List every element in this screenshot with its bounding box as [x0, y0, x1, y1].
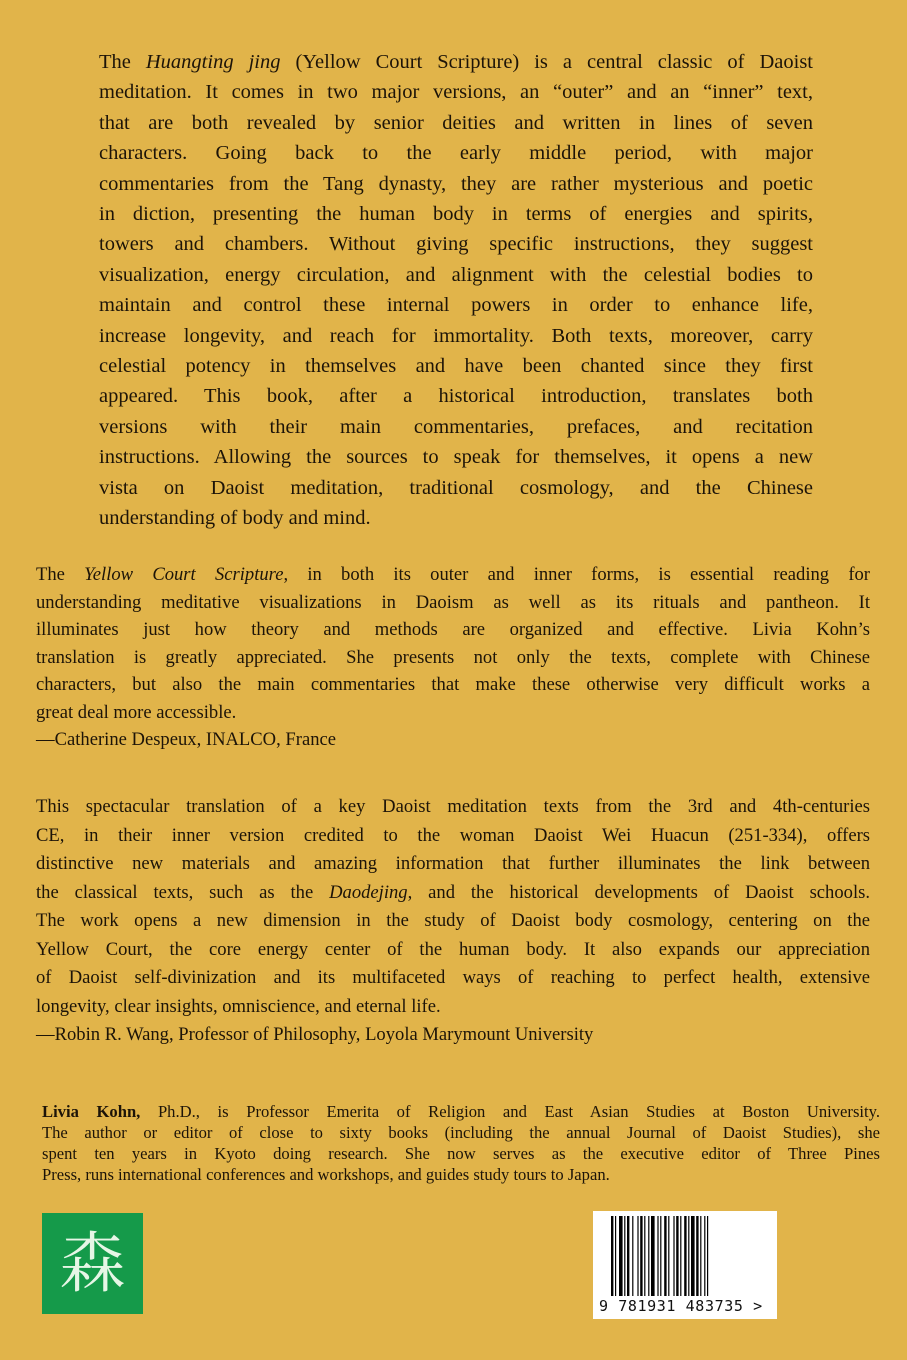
logo-glyph: 森: [59, 1224, 126, 1302]
barcode-bar: [668, 1216, 669, 1296]
italic-title: Yellow Court Scripture: [84, 564, 284, 585]
text-segment: distinctive new materials and amazing information that further illuminates the link between: [36, 853, 870, 874]
text-line: [36, 561, 870, 589]
text-line: [36, 589, 870, 617]
text-segment: Ph.D., is Professor Emerita of Religion and East Asian Studies at Boston University.: [140, 1102, 880, 1121]
barcode-bar: [651, 1216, 655, 1296]
barcode-bar: [707, 1216, 708, 1296]
barcode-bar: [680, 1216, 681, 1296]
text-line: [36, 993, 870, 1022]
text-line: [99, 47, 813, 77]
text-line: [99, 108, 813, 138]
barcode-bar: [691, 1216, 695, 1296]
barcode-bar: [624, 1216, 625, 1296]
italic-title: Daodejing: [329, 881, 408, 903]
text-line: [36, 793, 870, 822]
text-segment: —Robin R. Wang, Professor of Philosophy, Loyola Marymount University: [36, 1024, 594, 1045]
text-line: [99, 412, 813, 442]
text-line: [99, 169, 813, 199]
text-segment: understanding of body and mind.: [99, 507, 371, 530]
text-line: [99, 442, 813, 472]
text-segment: understanding meditative visualizations in Daoism as well as its rituals and pantheon. It: [36, 591, 870, 613]
barcode-bar: [673, 1216, 674, 1296]
text-line: [99, 321, 813, 351]
text-segment: Yellow Court, the core energy center of the human body. It also expands our appreciation: [36, 938, 870, 960]
barcode-bar: [648, 1216, 649, 1296]
text-segment: the classical texts, such as the: [36, 881, 330, 903]
text-line: [36, 616, 870, 644]
barcode-bar: [615, 1216, 616, 1296]
barcode-bar: [644, 1216, 645, 1296]
text-segment: celestial potency in themselves and have been chanted since they first: [99, 355, 813, 378]
text-segment: The work opens a new dimension in the study of Daoist body cosmology, centering on the: [36, 910, 870, 931]
text-segment: increase longevity, and reach for immortality. Both texts, moreover, carry: [99, 324, 813, 347]
review-despeux: [36, 561, 870, 754]
text-line: [36, 850, 870, 879]
text-line: [99, 77, 813, 107]
text-segment: instructions. Allowing the sources to speak for themselves, it opens a new: [99, 446, 813, 469]
barcode-bars: [611, 1216, 759, 1296]
text-segment: visualization, energy circulation, and alignment with the celestial bodies to: [99, 263, 813, 286]
review-wang: [36, 793, 870, 1050]
text-line: [36, 726, 870, 754]
text-line: [36, 1021, 870, 1050]
text-segment: spent ten years in Kyoto doing research. She now serves as the executive editor of Three Pines: [42, 1144, 880, 1163]
text-line: [36, 822, 870, 851]
text-segment: translation is greatly appreciated. She presents not only the texts, complete with Chinese: [36, 646, 870, 668]
text-line: [36, 671, 870, 699]
text-line: [99, 381, 813, 411]
barcode-bar: [660, 1216, 661, 1296]
text-segment: vista on Daoist meditation, traditional cosmology, and the Chinese: [99, 476, 813, 499]
book-description: [99, 47, 813, 534]
text-segment: in diction, presenting the human body in terms of energies and spirits,: [99, 203, 813, 226]
text-line: [36, 879, 870, 908]
barcode-bar: [611, 1216, 613, 1296]
barcode-bar: [627, 1216, 629, 1296]
italic-title: Huangting jing: [145, 51, 281, 73]
text-line: [99, 260, 813, 290]
text-line: [42, 1164, 880, 1185]
text-segment: maintain and control these internal powers in order to enhance life,: [99, 294, 813, 317]
text-line: [42, 1122, 880, 1143]
barcode-bar: [696, 1216, 698, 1296]
text-segment: (Yellow Court Scripture) is a central classic of Daoist: [280, 51, 813, 73]
text-line: [99, 138, 813, 168]
text-segment: that are both revealed by senior deities and written in lines of seven: [99, 111, 813, 134]
author-bio: [42, 1101, 880, 1185]
text-segment: The: [99, 51, 146, 73]
text-segment: , and the historical developments of Daoist schools.: [407, 881, 870, 903]
barcode-bar: [632, 1216, 633, 1296]
text-segment: appeared. This book, after a historical introduction, translates both: [99, 385, 813, 408]
barcode-bar: [684, 1216, 686, 1296]
barcode-bar: [704, 1216, 705, 1296]
text-segment: —Catherine Despeux, INALCO, France: [36, 729, 336, 750]
text-line: [42, 1101, 880, 1122]
text-segment: meditation. It comes in two major versions, an “outer” and an “inner” text,: [99, 81, 813, 104]
barcode-bar: [637, 1216, 638, 1296]
text-line: [99, 199, 813, 229]
text-segment: towers and chambers. Without giving specific instructions, they suggest: [99, 233, 813, 256]
text-line: [36, 699, 870, 727]
barcode-bar: [640, 1216, 642, 1296]
text-line: [99, 229, 813, 259]
barcode-bar: [700, 1216, 701, 1296]
text-segment: commentaries from the Tang dynasty, they are rather mysterious and poetic: [99, 172, 813, 195]
text-segment: The author or editor of close to sixty books (including the annual Journal of Daoist Studies), she: [42, 1123, 880, 1142]
text-segment: This spectacular translation of a key Daoist meditation texts from the 3rd and 4th-centuries: [36, 796, 870, 817]
publisher-logo: [42, 1213, 143, 1314]
text-segment: CE, in their inner version credited to the woman Daoist Wei Huacun (251-334), offers: [36, 824, 870, 846]
text-line: [99, 290, 813, 320]
text-line: [42, 1143, 880, 1164]
text-segment: illuminates just how theory and methods are organized and effective. Livia Kohn’s: [36, 619, 870, 640]
text-line: [99, 503, 813, 533]
barcode-bar: [676, 1216, 678, 1296]
barcode-bar: [664, 1216, 666, 1296]
text-line: [36, 964, 870, 993]
text-segment: characters, but also the main commentaries that make these otherwise very difficult works a: [36, 674, 870, 695]
text-segment: great deal more accessible.: [36, 701, 237, 723]
text-segment: versions with their main commentaries, prefaces, and recitation: [99, 415, 813, 438]
text-segment: , in both its outer and inner forms, is essential reading for: [283, 564, 871, 585]
text-line: [36, 936, 870, 965]
text-segment: Press, runs international conferences and workshops, and guides study tours to Japan.: [42, 1165, 610, 1184]
text-line: [36, 907, 870, 936]
text-segment: longevity, clear insights, omniscience, and eternal life.: [36, 995, 441, 1017]
text-segment: The: [36, 564, 85, 585]
text-segment: characters. Going back to the early middle period, with major: [99, 142, 813, 165]
text-line: [36, 644, 870, 672]
text-line: [99, 473, 813, 503]
barcode-bar: [688, 1216, 689, 1296]
isbn-digits: 9 781931 483735 >: [599, 1297, 763, 1315]
barcode-bar: [619, 1216, 623, 1296]
author-name: Livia Kohn,: [42, 1102, 141, 1121]
text-line: [99, 351, 813, 381]
text-segment: of Daoist self-divinization and its multifaceted ways of reaching to perfect health, extensive: [36, 967, 870, 988]
isbn-barcode: [593, 1211, 777, 1319]
barcode-bar: [657, 1216, 658, 1296]
